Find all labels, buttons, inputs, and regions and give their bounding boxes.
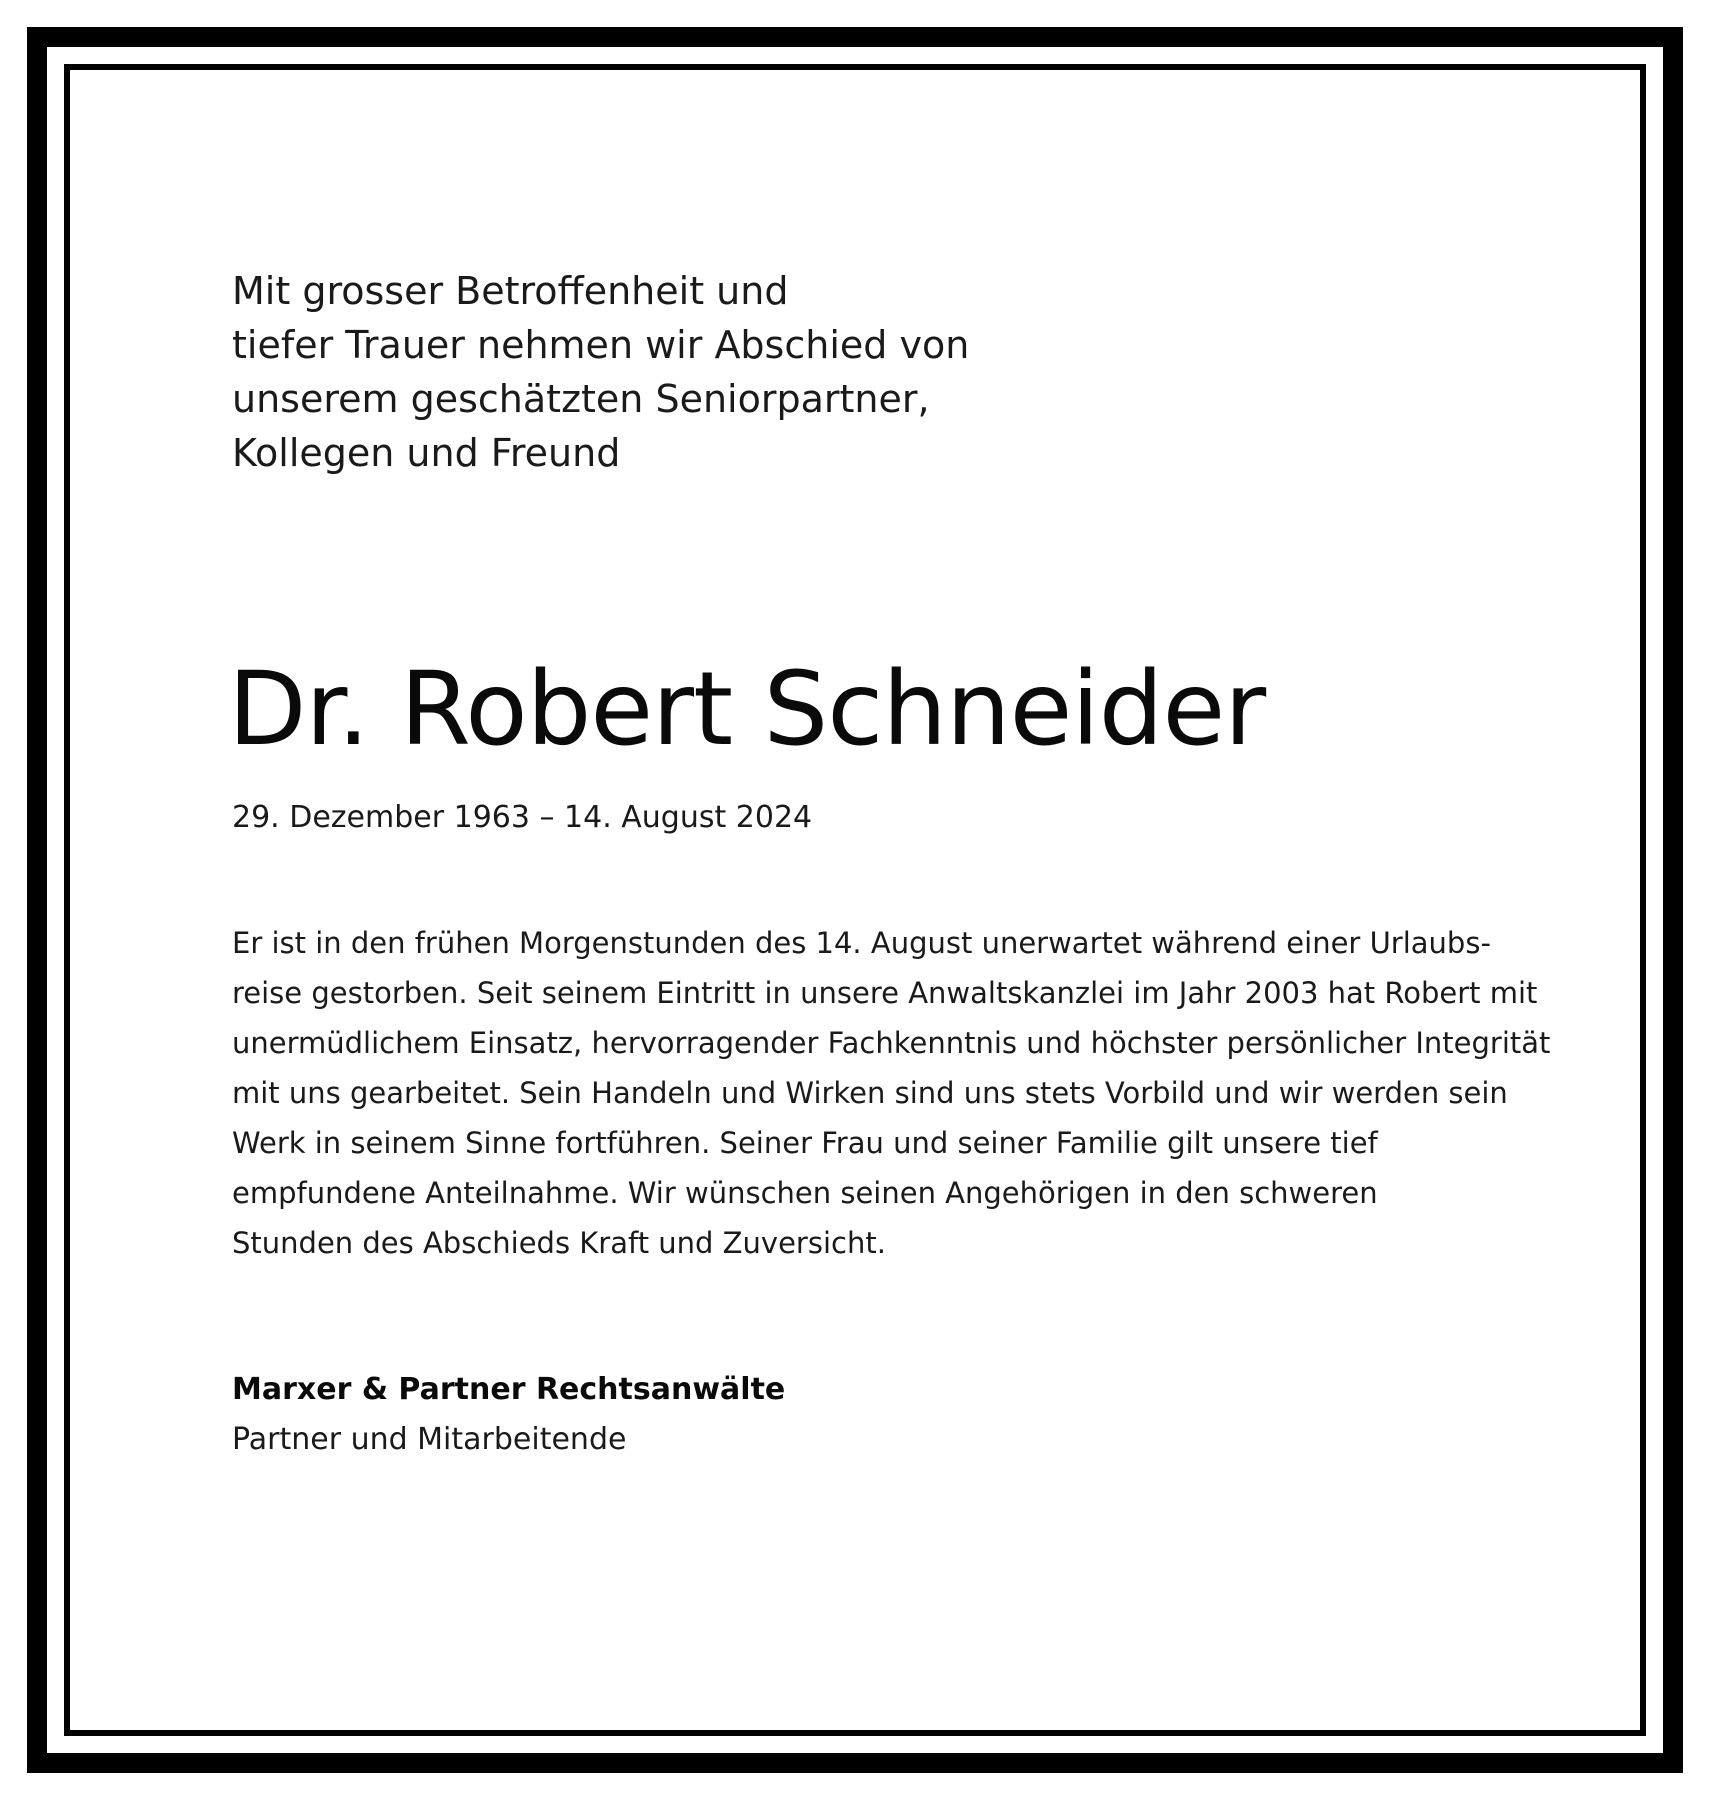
body-line: empfundene Anteilnahme. Wir wünschen seinen Angehörigen in den schweren [232,1176,1378,1210]
intro-text [232,264,1132,480]
body-line: mit uns gearbeitet. Sein Handeln und Wirken sind uns stets Vorbild und wir werden sein [232,1076,1508,1110]
life-dates: 29. Dezember 1963 – 14. August 2024 [232,800,813,835]
intro-line: unserem geschätzten Seniorpartner, [232,377,930,421]
intro-line: Mit grosser Betroffenheit und [232,269,789,313]
body-line: unermüdlichem Einsatz, hervorragender Fachkenntnis und höchster persönlicher Integrität [232,1026,1551,1060]
signature-firm: Marxer & Partner Rechtsanwälte [232,1372,786,1407]
signature-subtitle: Partner und Mitarbeitende [232,1422,627,1457]
body-line: Stunden des Abschieds Kraft und Zuversicht. [232,1226,886,1260]
body-line: reise gestorben. Seit seinem Eintritt in unsere Anwaltskanzlei im Jahr 2003 hat Robert mit [232,976,1538,1010]
deceased-name: Dr. Robert Schneider [228,650,1266,769]
intro-line: Kollegen und Freund [232,431,621,475]
body-line: Werk in seinem Sinne fortführen. Seiner Frau und seiner Familie gilt unsere tief [232,1126,1378,1160]
body-line: Er ist in den frühen Morgenstunden des 14. August unerwartet während einer Urlaubs- [232,926,1491,960]
body-paragraph [232,918,1551,1268]
intro-line: tiefer Trauer nehmen wir Abschied von [232,323,970,367]
